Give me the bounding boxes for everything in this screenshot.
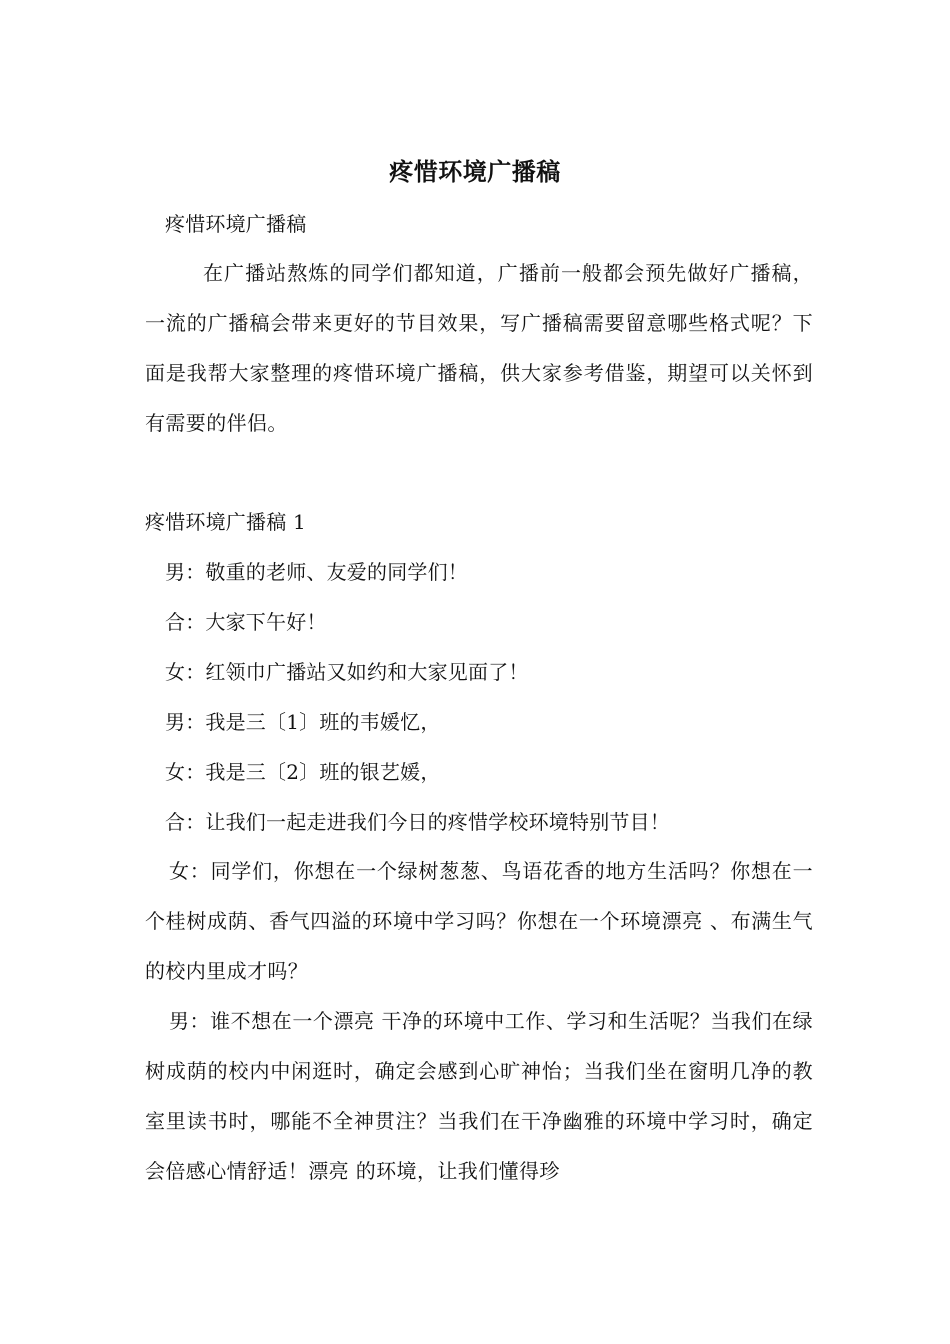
dialogue-line: 女：我是三〔2〕班的银艺媛，: [165, 760, 441, 784]
dialogue-line: 合：让我们一起走进我们今日的疼惜学校环境特别节目！: [165, 810, 670, 834]
female-paragraph: 女：同学们，你想在一个绿树葱葱、鸟语花香的地方生活吗？你想在一个桂树成荫、香气四溢的环境中学习吗？你想在一个环境漂亮 、布满生气的校内里成才吗？: [145, 859, 813, 983]
dialogue-line: 男：敬重的老师、友爱的同学们！: [165, 560, 468, 584]
section-heading: 疼惜环境广播稿 1: [145, 510, 306, 534]
dialogue-line: 合：大家下午好！: [165, 610, 327, 634]
dialogue-line: 女：红领巾广播站又如约和大家见面了！: [165, 660, 529, 684]
dialogue-line: 男：我是三〔1〕班的韦媛忆，: [165, 710, 441, 734]
intro-paragraph: 在广播站熬炼的同学们都知道，广播前一般都会预先做好广播稿，一流的广播稿会带来更好的节目效果，写广播稿需要留意哪些格式呢？下面是我帮大家整理的疼惜环境广播稿，供大家参考借鉴，期望可以关怀到有需要的伴侣。: [145, 261, 813, 435]
document-subtitle: 疼惜环境广播稿: [165, 212, 307, 236]
male-paragraph: 男：谁不想在一个漂亮 干净的环境中工作、学习和生活呢？当我们在绿树成荫的校内中闲逛时，确定会感到心旷神怡；当我们坐在窗明几净的教室里读书时，哪能不全神贯注？当我们在干净幽雅的环境中学习时，确定会倍感心情舒适！漂亮 的环境，让我们懂得珍: [145, 1009, 813, 1183]
document-title: 疼惜环境广播稿: [389, 157, 561, 186]
